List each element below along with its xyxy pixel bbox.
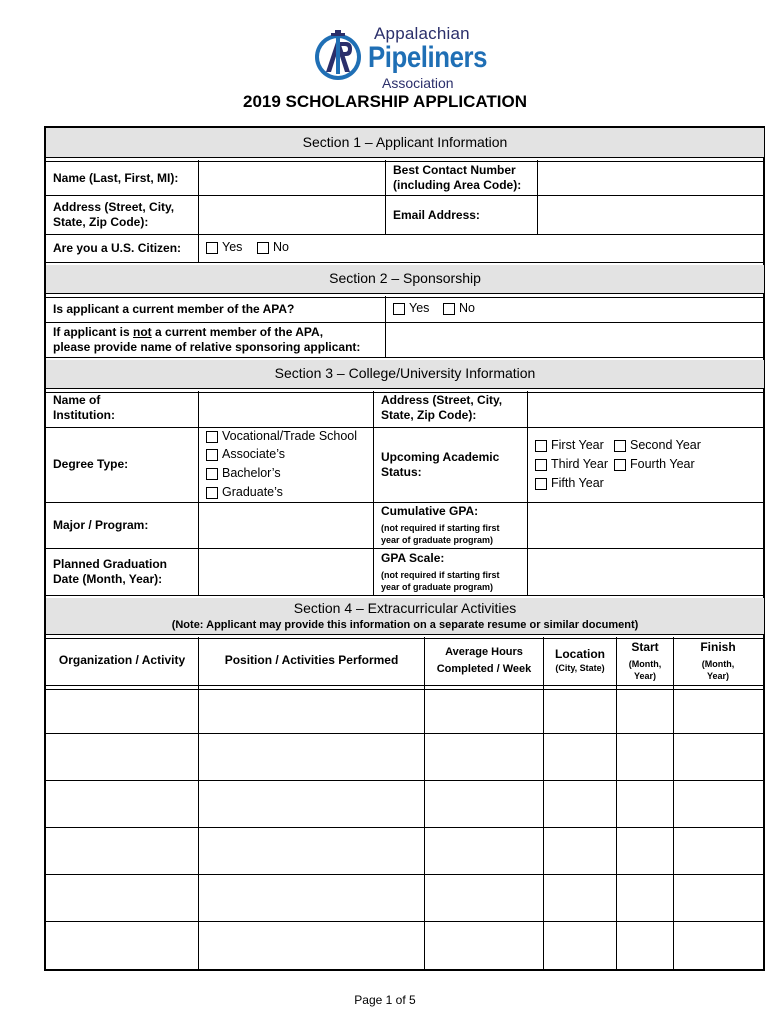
divider <box>46 634 763 639</box>
col-location-1: Location <box>555 647 605 661</box>
section-4-note: (Note: Applicant may provide this information on a separate resume or similar document) <box>171 619 639 631</box>
contact-label-1: Best Contact Number <box>393 163 516 177</box>
table-row[interactable] <box>47 922 762 969</box>
table-row[interactable] <box>47 689 762 733</box>
citizen-no-option[interactable]: No <box>257 240 289 255</box>
checkbox-icon[interactable] <box>443 303 455 315</box>
checkbox-icon[interactable] <box>535 478 547 490</box>
status-option-fourth-year[interactable]: Fourth Year <box>614 457 695 472</box>
divider <box>616 637 617 970</box>
citizen-yes-option[interactable]: Yes <box>206 240 242 255</box>
divider <box>424 637 425 970</box>
col-hours-2: Completed / Week <box>436 663 532 675</box>
scale-note-2: year of graduate program) <box>381 582 494 592</box>
col-finish-3: Year) <box>706 671 730 681</box>
school-address-field[interactable] <box>528 391 762 427</box>
apa-emblem-icon <box>312 30 364 82</box>
table-row[interactable] <box>47 734 762 780</box>
graduation-date-field[interactable] <box>200 549 372 595</box>
logo-line-1: Appalachian <box>374 24 470 43</box>
gpa-note-2: year of graduate program) <box>381 535 494 545</box>
col-start-1: Start <box>631 640 659 654</box>
gpa-note-1: (not required if starting first <box>381 523 500 533</box>
logo-line-3: Association <box>382 75 454 91</box>
major-field[interactable] <box>200 503 372 548</box>
divider <box>385 296 386 357</box>
degree-label: Degree Type: <box>53 457 129 471</box>
email-field[interactable] <box>538 196 762 234</box>
logo-line-2: Pipeliners <box>368 41 488 74</box>
checkbox-icon[interactable] <box>614 459 626 471</box>
divider <box>385 160 386 235</box>
status-option-fifth-year[interactable]: Fifth Year <box>535 476 604 491</box>
col-hours-1: Average Hours <box>445 646 523 658</box>
school-address-label-2: State, Zip Code): <box>381 408 477 422</box>
name-label: Name (Last, First, MI): <box>53 171 179 185</box>
col-start-2: (Month, <box>628 659 662 669</box>
academic-status-label-1: Upcoming Academic <box>381 450 500 464</box>
member-yes-option[interactable]: Yes <box>393 301 429 316</box>
checkbox-icon[interactable] <box>206 242 218 254</box>
institution-label-1: Name of <box>53 393 101 407</box>
gpa-field[interactable] <box>528 503 762 548</box>
gpa-scale-label: GPA Scale: <box>381 551 445 565</box>
divider <box>673 637 674 970</box>
section-2-header: Section 2 – Sponsorship <box>329 270 481 286</box>
divider <box>198 637 199 970</box>
gpa-label: Cumulative GPA: <box>381 504 479 518</box>
major-label: Major / Program: <box>53 518 149 532</box>
graduation-label-1: Planned Graduation <box>53 557 168 571</box>
divider <box>543 637 544 970</box>
member-no-option[interactable]: No <box>443 301 475 316</box>
table-row[interactable] <box>47 875 762 921</box>
divider <box>373 391 374 596</box>
section-3-header: Section 3 – College/University Information <box>274 365 536 381</box>
contact-label-2: (including Area Code): <box>393 178 522 192</box>
table-row[interactable] <box>47 781 762 827</box>
status-option-third-year[interactable]: Third Year <box>535 457 608 472</box>
document-title: 2019 SCHOLARSHIP APPLICATION <box>242 92 528 111</box>
divider <box>527 391 528 596</box>
section-1-header: Section 1 – Applicant Information <box>302 134 508 150</box>
checkbox-icon[interactable] <box>535 440 547 452</box>
col-finish-1: Finish <box>700 640 736 654</box>
academic-status-label-2: Status: <box>381 465 422 479</box>
relative-label-2: please provide name of relative sponsoring applicant: <box>53 340 361 354</box>
divider <box>198 391 199 596</box>
col-organization: Organization / Activity <box>58 653 186 667</box>
checkbox-icon[interactable] <box>614 440 626 452</box>
degree-option-vocational[interactable]: Vocational/Trade School <box>206 429 357 444</box>
table-border-bottom <box>44 969 765 971</box>
page-number: Page 1 of 5 <box>354 993 416 1007</box>
name-field[interactable] <box>200 161 384 195</box>
divider <box>46 234 763 235</box>
checkbox-icon[interactable] <box>257 242 269 254</box>
degree-option-associate[interactable]: Associate’s <box>206 447 285 462</box>
citizen-label: Are you a U.S. Citizen: <box>53 241 182 255</box>
checkbox-icon[interactable] <box>206 468 218 480</box>
checkbox-icon[interactable] <box>535 459 547 471</box>
address-label-2: State, Zip Code): <box>53 215 149 229</box>
email-label: Email Address: <box>393 208 480 222</box>
status-option-second-year[interactable]: Second Year <box>614 438 701 453</box>
checkbox-icon[interactable] <box>206 449 218 461</box>
contact-number-field[interactable] <box>538 161 762 195</box>
apa-logo <box>312 22 488 91</box>
table-border-right <box>763 126 765 971</box>
checkbox-icon[interactable] <box>206 487 218 499</box>
status-option-first-year[interactable]: First Year <box>535 438 604 453</box>
divider <box>46 293 763 298</box>
address-field[interactable] <box>200 196 384 234</box>
checkbox-icon[interactable] <box>393 303 405 315</box>
relative-label-1: If applicant is not a current member of the APA, <box>53 325 324 339</box>
divider <box>537 160 538 235</box>
scale-note-1: (not required if starting first <box>381 570 500 580</box>
divider <box>46 427 763 428</box>
col-finish-2: (Month, <box>701 659 735 669</box>
school-address-label-1: Address (Street, City, <box>381 393 503 407</box>
table-row[interactable] <box>47 828 762 874</box>
gpa-scale-field[interactable] <box>528 549 762 595</box>
divider <box>198 160 199 262</box>
checkbox-icon[interactable] <box>206 431 218 443</box>
relative-sponsor-field[interactable] <box>387 323 762 357</box>
institution-field[interactable] <box>200 391 372 427</box>
institution-label-2: Institution: <box>53 408 115 422</box>
degree-option-bachelor[interactable]: Bachelor’s <box>206 466 281 481</box>
degree-option-graduate[interactable]: Graduate’s <box>206 485 283 500</box>
col-position: Position / Activities Performed <box>224 653 399 667</box>
member-label: Is applicant a current member of the APA? <box>53 302 295 316</box>
graduation-label-2: Date (Month, Year): <box>53 572 163 586</box>
section-4-header: Section 4 – Extracurricular Activities <box>293 600 517 616</box>
col-location-2: (City, State) <box>555 663 605 673</box>
col-start-3: Year) <box>633 671 657 681</box>
address-label-1: Address (Street, City, <box>53 200 175 214</box>
